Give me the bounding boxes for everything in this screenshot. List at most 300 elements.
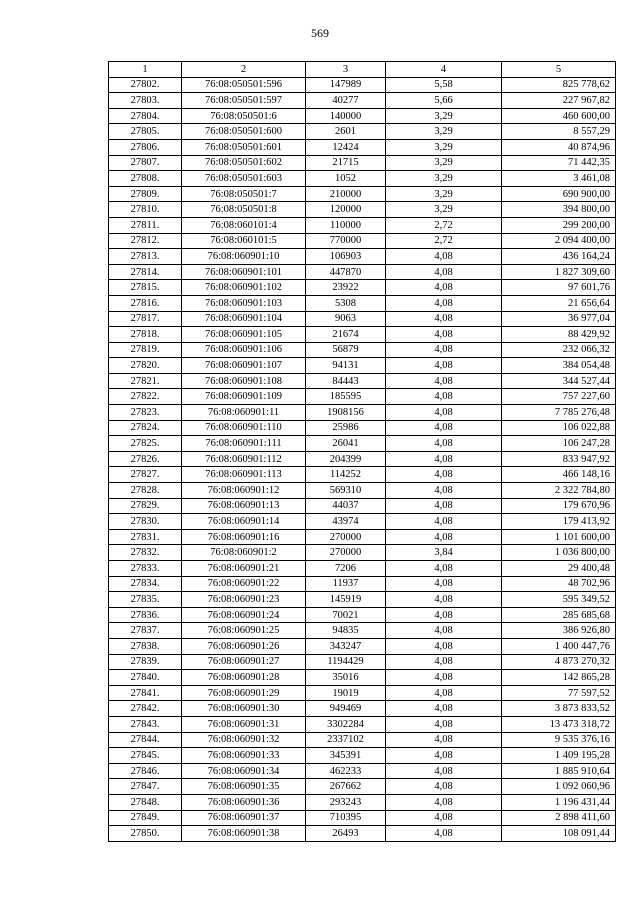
row-number-cell: 27808. — [109, 171, 182, 187]
table-row — [109, 576, 616, 592]
value-cell: 436 164,24 — [502, 249, 616, 265]
row-number-cell: 27811. — [109, 217, 182, 233]
value-cell: 386 926,80 — [502, 623, 616, 639]
value-cell: 1 409 195,28 — [502, 748, 616, 764]
row-number-cell: 27827. — [109, 467, 182, 483]
rate-cell: 4,08 — [386, 436, 502, 452]
area-cell: 114252 — [306, 467, 386, 483]
value-cell: 757 227,60 — [502, 389, 616, 405]
rate-cell: 4,08 — [386, 810, 502, 826]
table-row — [109, 561, 616, 577]
value-cell: 179 670,96 — [502, 498, 616, 514]
cadastral-number-cell: 76:08:050501:602 — [182, 155, 306, 171]
area-cell: 11937 — [306, 576, 386, 592]
rate-cell: 4,08 — [386, 701, 502, 717]
table-row — [109, 592, 616, 608]
area-cell: 9063 — [306, 311, 386, 327]
cadastral-number-cell: 76:08:060901:2 — [182, 545, 306, 561]
value-cell: 179 413,92 — [502, 514, 616, 530]
value-cell: 40 874,96 — [502, 139, 616, 155]
rate-cell: 2,72 — [386, 233, 502, 249]
table-row — [109, 186, 616, 202]
value-cell: 106 022,88 — [502, 420, 616, 436]
area-cell: 56879 — [306, 342, 386, 358]
area-cell: 270000 — [306, 545, 386, 561]
cadastral-number-cell: 76:08:060901:29 — [182, 685, 306, 701]
cadastral-number-cell: 76:08:050501:603 — [182, 171, 306, 187]
value-cell: 1 196 431,44 — [502, 794, 616, 810]
area-cell: 270000 — [306, 529, 386, 545]
rate-cell: 4,08 — [386, 623, 502, 639]
area-cell: 140000 — [306, 108, 386, 124]
cadastral-number-cell: 76:08:060901:21 — [182, 561, 306, 577]
rate-cell: 4,08 — [386, 264, 502, 280]
cadastral-number-cell: 76:08:060901:103 — [182, 295, 306, 311]
rate-cell: 4,08 — [386, 467, 502, 483]
rate-cell: 3,29 — [386, 155, 502, 171]
row-number-cell: 27824. — [109, 420, 182, 436]
area-cell: 94835 — [306, 623, 386, 639]
row-number-cell: 27831. — [109, 529, 182, 545]
row-number-cell: 27846. — [109, 763, 182, 779]
table-row — [109, 810, 616, 826]
area-cell: 106903 — [306, 249, 386, 265]
table-row — [109, 545, 616, 561]
cadastral-number-cell: 76:08:060901:14 — [182, 514, 306, 530]
area-cell: 25986 — [306, 420, 386, 436]
value-cell: 394 800,00 — [502, 202, 616, 218]
table-row — [109, 451, 616, 467]
rate-cell: 4,08 — [386, 670, 502, 686]
table-row — [109, 826, 616, 842]
table-row — [109, 264, 616, 280]
rate-cell: 4,08 — [386, 607, 502, 623]
row-number-cell: 27809. — [109, 186, 182, 202]
row-number-cell: 27836. — [109, 607, 182, 623]
cadastral-number-cell: 76:08:060901:10 — [182, 249, 306, 265]
value-cell: 2 322 784,80 — [502, 483, 616, 499]
area-cell: 70021 — [306, 607, 386, 623]
table-row — [109, 748, 616, 764]
row-number-cell: 27820. — [109, 358, 182, 374]
value-cell: 2 898 411,60 — [502, 810, 616, 826]
table-row — [109, 654, 616, 670]
row-number-cell: 27803. — [109, 93, 182, 109]
row-number-cell: 27826. — [109, 451, 182, 467]
cadastral-number-cell: 76:08:060901:33 — [182, 748, 306, 764]
table-row — [109, 420, 616, 436]
cadastral-number-cell: 76:08:050501:596 — [182, 77, 306, 93]
row-number-cell: 27843. — [109, 716, 182, 732]
area-cell: 26493 — [306, 826, 386, 842]
cadastral-number-cell: 76:08:060901:16 — [182, 529, 306, 545]
row-number-cell: 27821. — [109, 373, 182, 389]
cadastral-number-cell: 76:08:060901:108 — [182, 373, 306, 389]
table-row — [109, 498, 616, 514]
rate-cell: 4,08 — [386, 654, 502, 670]
table-row — [109, 529, 616, 545]
cadastral-number-cell: 76:08:060901:34 — [182, 763, 306, 779]
row-number-cell: 27818. — [109, 327, 182, 343]
table-row — [109, 171, 616, 187]
cadastral-number-cell: 76:08:060901:31 — [182, 716, 306, 732]
row-number-cell: 27841. — [109, 685, 182, 701]
table-row — [109, 93, 616, 109]
value-cell: 2 094 400,00 — [502, 233, 616, 249]
value-cell: 1 885 910,64 — [502, 763, 616, 779]
rate-cell: 4,08 — [386, 592, 502, 608]
row-number-cell: 27845. — [109, 748, 182, 764]
area-cell: 147989 — [306, 77, 386, 93]
cadastral-number-cell: 76:08:050501:7 — [182, 186, 306, 202]
cadastral-number-cell: 76:08:060901:26 — [182, 638, 306, 654]
cadastral-number-cell: 76:08:050501:6 — [182, 108, 306, 124]
row-number-cell: 27816. — [109, 295, 182, 311]
area-cell: 447870 — [306, 264, 386, 280]
area-cell: 1194429 — [306, 654, 386, 670]
cadastral-number-cell: 76:08:050501:8 — [182, 202, 306, 218]
value-cell: 71 442,35 — [502, 155, 616, 171]
table-row — [109, 514, 616, 530]
value-cell: 13 473 318,72 — [502, 716, 616, 732]
area-cell: 21674 — [306, 327, 386, 343]
rate-cell: 4,08 — [386, 576, 502, 592]
cadastral-number-cell: 76:08:060901:111 — [182, 436, 306, 452]
rate-cell: 5,58 — [386, 77, 502, 93]
rate-cell: 3,29 — [386, 108, 502, 124]
value-cell: 88 429,92 — [502, 327, 616, 343]
area-cell: 1908156 — [306, 405, 386, 421]
area-cell: 19019 — [306, 685, 386, 701]
table-row — [109, 139, 616, 155]
rate-cell: 4,08 — [386, 826, 502, 842]
cadastral-number-cell: 76:08:060901:12 — [182, 483, 306, 499]
row-number-cell: 27806. — [109, 139, 182, 155]
cadastral-number-cell: 76:08:060901:105 — [182, 327, 306, 343]
area-cell: 2601 — [306, 124, 386, 140]
cadastral-number-cell: 76:08:050501:597 — [182, 93, 306, 109]
column-header: 2 — [182, 62, 306, 78]
table-row — [109, 311, 616, 327]
row-number-cell: 27822. — [109, 389, 182, 405]
row-number-cell: 27832. — [109, 545, 182, 561]
area-cell: 23922 — [306, 280, 386, 296]
value-cell: 77 597,52 — [502, 685, 616, 701]
cadastral-number-cell: 76:08:060901:37 — [182, 810, 306, 826]
table-row — [109, 623, 616, 639]
cadastral-number-cell: 76:08:060901:23 — [182, 592, 306, 608]
rate-cell: 4,08 — [386, 358, 502, 374]
cadastral-number-cell: 76:08:060901:102 — [182, 280, 306, 296]
row-number-cell: 27823. — [109, 405, 182, 421]
row-number-cell: 27839. — [109, 654, 182, 670]
rate-cell: 4,08 — [386, 420, 502, 436]
value-cell: 3 461,08 — [502, 171, 616, 187]
cadastral-number-cell: 76:08:060901:30 — [182, 701, 306, 717]
table-body — [109, 77, 616, 841]
value-cell: 8 557,29 — [502, 124, 616, 140]
value-cell: 825 778,62 — [502, 77, 616, 93]
value-cell: 595 349,52 — [502, 592, 616, 608]
table-row — [109, 794, 616, 810]
area-cell: 1052 — [306, 171, 386, 187]
cadastral-number-cell: 76:08:060901:22 — [182, 576, 306, 592]
value-cell: 142 865,28 — [502, 670, 616, 686]
row-number-cell: 27833. — [109, 561, 182, 577]
table-row — [109, 342, 616, 358]
cadastral-number-cell: 76:08:060901:106 — [182, 342, 306, 358]
table-row — [109, 358, 616, 374]
area-cell: 44037 — [306, 498, 386, 514]
rate-cell: 3,29 — [386, 171, 502, 187]
table-row — [109, 108, 616, 124]
cadastral-number-cell: 76:08:060901:25 — [182, 623, 306, 639]
cadastral-number-cell: 76:08:060901:32 — [182, 732, 306, 748]
cadastral-number-cell: 76:08:050501:600 — [182, 124, 306, 140]
cadastral-number-cell: 76:08:060901:113 — [182, 467, 306, 483]
row-number-cell: 27837. — [109, 623, 182, 639]
rate-cell: 4,08 — [386, 716, 502, 732]
value-cell: 1 400 447,76 — [502, 638, 616, 654]
cadastral-number-cell: 76:08:050501:601 — [182, 139, 306, 155]
data-table — [108, 61, 616, 842]
area-cell: 293243 — [306, 794, 386, 810]
rate-cell: 4,08 — [386, 638, 502, 654]
rate-cell: 3,29 — [386, 202, 502, 218]
area-cell: 267662 — [306, 779, 386, 795]
area-cell: 110000 — [306, 217, 386, 233]
row-number-cell: 27807. — [109, 155, 182, 171]
area-cell: 84443 — [306, 373, 386, 389]
table-row — [109, 483, 616, 499]
value-cell: 7 785 276,48 — [502, 405, 616, 421]
row-number-cell: 27842. — [109, 701, 182, 717]
value-cell: 833 947,92 — [502, 451, 616, 467]
table-row — [109, 607, 616, 623]
table-row — [109, 217, 616, 233]
rate-cell: 4,08 — [386, 295, 502, 311]
area-cell: 120000 — [306, 202, 386, 218]
value-cell: 3 873 833,52 — [502, 701, 616, 717]
rate-cell: 4,08 — [386, 373, 502, 389]
table-row — [109, 405, 616, 421]
rate-cell: 4,08 — [386, 685, 502, 701]
area-cell: 7206 — [306, 561, 386, 577]
table-row — [109, 716, 616, 732]
rate-cell: 5,66 — [386, 93, 502, 109]
rate-cell: 4,08 — [386, 763, 502, 779]
row-number-cell: 27812. — [109, 233, 182, 249]
value-cell: 690 900,00 — [502, 186, 616, 202]
value-cell: 285 685,68 — [502, 607, 616, 623]
row-number-cell: 27848. — [109, 794, 182, 810]
rate-cell: 3,29 — [386, 124, 502, 140]
table-row — [109, 327, 616, 343]
rate-cell: 4,08 — [386, 342, 502, 358]
table-row — [109, 685, 616, 701]
row-number-cell: 27817. — [109, 311, 182, 327]
area-cell: 569310 — [306, 483, 386, 499]
value-cell: 108 091,44 — [502, 826, 616, 842]
area-cell: 710395 — [306, 810, 386, 826]
rate-cell: 4,08 — [386, 794, 502, 810]
cadastral-number-cell: 76:08:060901:112 — [182, 451, 306, 467]
cadastral-number-cell: 76:08:060901:27 — [182, 654, 306, 670]
row-number-cell: 27847. — [109, 779, 182, 795]
page-number: 569 — [311, 26, 329, 40]
area-cell: 770000 — [306, 233, 386, 249]
rate-cell: 4,08 — [386, 280, 502, 296]
value-cell: 48 702,96 — [502, 576, 616, 592]
table-row — [109, 670, 616, 686]
rate-cell: 3,29 — [386, 186, 502, 202]
row-number-cell: 27814. — [109, 264, 182, 280]
cadastral-number-cell: 76:08:060901:11 — [182, 405, 306, 421]
table-header-row — [109, 62, 616, 78]
value-cell: 344 527,44 — [502, 373, 616, 389]
rate-cell: 4,08 — [386, 451, 502, 467]
rate-cell: 3,84 — [386, 545, 502, 561]
value-cell: 29 400,48 — [502, 561, 616, 577]
value-cell: 227 967,82 — [502, 93, 616, 109]
area-cell: 2337102 — [306, 732, 386, 748]
table-row — [109, 436, 616, 452]
area-cell: 12424 — [306, 139, 386, 155]
area-cell: 345391 — [306, 748, 386, 764]
rate-cell: 4,08 — [386, 327, 502, 343]
column-header: 5 — [502, 62, 616, 78]
column-header: 4 — [386, 62, 502, 78]
cadastral-number-cell: 76:08:060901:107 — [182, 358, 306, 374]
cadastral-number-cell: 76:08:060901:109 — [182, 389, 306, 405]
table-row — [109, 701, 616, 717]
value-cell: 460 600,00 — [502, 108, 616, 124]
cadastral-number-cell: 76:08:060901:38 — [182, 826, 306, 842]
column-header: 1 — [109, 62, 182, 78]
row-number-cell: 27804. — [109, 108, 182, 124]
table-row — [109, 280, 616, 296]
table-row — [109, 124, 616, 140]
table-row — [109, 77, 616, 93]
rate-cell: 4,08 — [386, 498, 502, 514]
area-cell: 5308 — [306, 295, 386, 311]
table-row — [109, 295, 616, 311]
area-cell: 210000 — [306, 186, 386, 202]
table-row — [109, 249, 616, 265]
row-number-cell: 27850. — [109, 826, 182, 842]
value-cell: 9 535 376,16 — [502, 732, 616, 748]
area-cell: 21715 — [306, 155, 386, 171]
value-cell: 21 656,64 — [502, 295, 616, 311]
area-cell: 3302284 — [306, 716, 386, 732]
cadastral-number-cell: 76:08:060901:110 — [182, 420, 306, 436]
value-cell: 1 036 800,00 — [502, 545, 616, 561]
cadastral-number-cell: 76:08:060901:101 — [182, 264, 306, 280]
value-cell: 384 054,48 — [502, 358, 616, 374]
table-row — [109, 389, 616, 405]
row-number-cell: 27802. — [109, 77, 182, 93]
value-cell: 97 601,76 — [502, 280, 616, 296]
row-number-cell: 27825. — [109, 436, 182, 452]
row-number-cell: 27828. — [109, 483, 182, 499]
rate-cell: 4,08 — [386, 748, 502, 764]
rate-cell: 4,08 — [386, 529, 502, 545]
row-number-cell: 27840. — [109, 670, 182, 686]
row-number-cell: 27805. — [109, 124, 182, 140]
row-number-cell: 27849. — [109, 810, 182, 826]
area-cell: 26041 — [306, 436, 386, 452]
area-cell: 462233 — [306, 763, 386, 779]
table-row — [109, 373, 616, 389]
area-cell: 949469 — [306, 701, 386, 717]
rate-cell: 4,08 — [386, 483, 502, 499]
rate-cell: 3,29 — [386, 139, 502, 155]
rate-cell: 2,72 — [386, 217, 502, 233]
rate-cell: 4,08 — [386, 561, 502, 577]
value-cell: 106 247,28 — [502, 436, 616, 452]
rate-cell: 4,08 — [386, 732, 502, 748]
value-cell: 36 977,04 — [502, 311, 616, 327]
row-number-cell: 27844. — [109, 732, 182, 748]
value-cell: 1 092 060,96 — [502, 779, 616, 795]
cadastral-number-cell: 76:08:060901:36 — [182, 794, 306, 810]
area-cell: 40277 — [306, 93, 386, 109]
rate-cell: 4,08 — [386, 249, 502, 265]
area-cell: 94131 — [306, 358, 386, 374]
row-number-cell: 27835. — [109, 592, 182, 608]
rate-cell: 4,08 — [386, 514, 502, 530]
row-number-cell: 27813. — [109, 249, 182, 265]
value-cell: 299 200,00 — [502, 217, 616, 233]
value-cell: 1 827 309,60 — [502, 264, 616, 280]
cadastral-number-cell: 76:08:060901:35 — [182, 779, 306, 795]
area-cell: 204399 — [306, 451, 386, 467]
table-row — [109, 638, 616, 654]
column-header: 3 — [306, 62, 386, 78]
table-row — [109, 467, 616, 483]
rate-cell: 4,08 — [386, 311, 502, 327]
row-number-cell: 27838. — [109, 638, 182, 654]
cadastral-number-cell: 76:08:060101:4 — [182, 217, 306, 233]
rate-cell: 4,08 — [386, 779, 502, 795]
area-cell: 343247 — [306, 638, 386, 654]
area-cell: 35016 — [306, 670, 386, 686]
table-row — [109, 763, 616, 779]
table-row — [109, 155, 616, 171]
cadastral-number-cell: 76:08:060901:104 — [182, 311, 306, 327]
rate-cell: 4,08 — [386, 405, 502, 421]
row-number-cell: 27810. — [109, 202, 182, 218]
table-row — [109, 732, 616, 748]
row-number-cell: 27830. — [109, 514, 182, 530]
table-row — [109, 202, 616, 218]
area-cell: 185595 — [306, 389, 386, 405]
row-number-cell: 27815. — [109, 280, 182, 296]
cadastral-number-cell: 76:08:060901:24 — [182, 607, 306, 623]
cadastral-number-cell: 76:08:060901:28 — [182, 670, 306, 686]
cadastral-number-cell: 76:08:060901:13 — [182, 498, 306, 514]
value-cell: 4 873 270,32 — [502, 654, 616, 670]
cadastral-number-cell: 76:08:060101:5 — [182, 233, 306, 249]
area-cell: 43974 — [306, 514, 386, 530]
row-number-cell: 27819. — [109, 342, 182, 358]
value-cell: 1 101 600,00 — [502, 529, 616, 545]
row-number-cell: 27829. — [109, 498, 182, 514]
row-number-cell: 27834. — [109, 576, 182, 592]
area-cell: 145919 — [306, 592, 386, 608]
table-row — [109, 233, 616, 249]
value-cell: 466 148,16 — [502, 467, 616, 483]
